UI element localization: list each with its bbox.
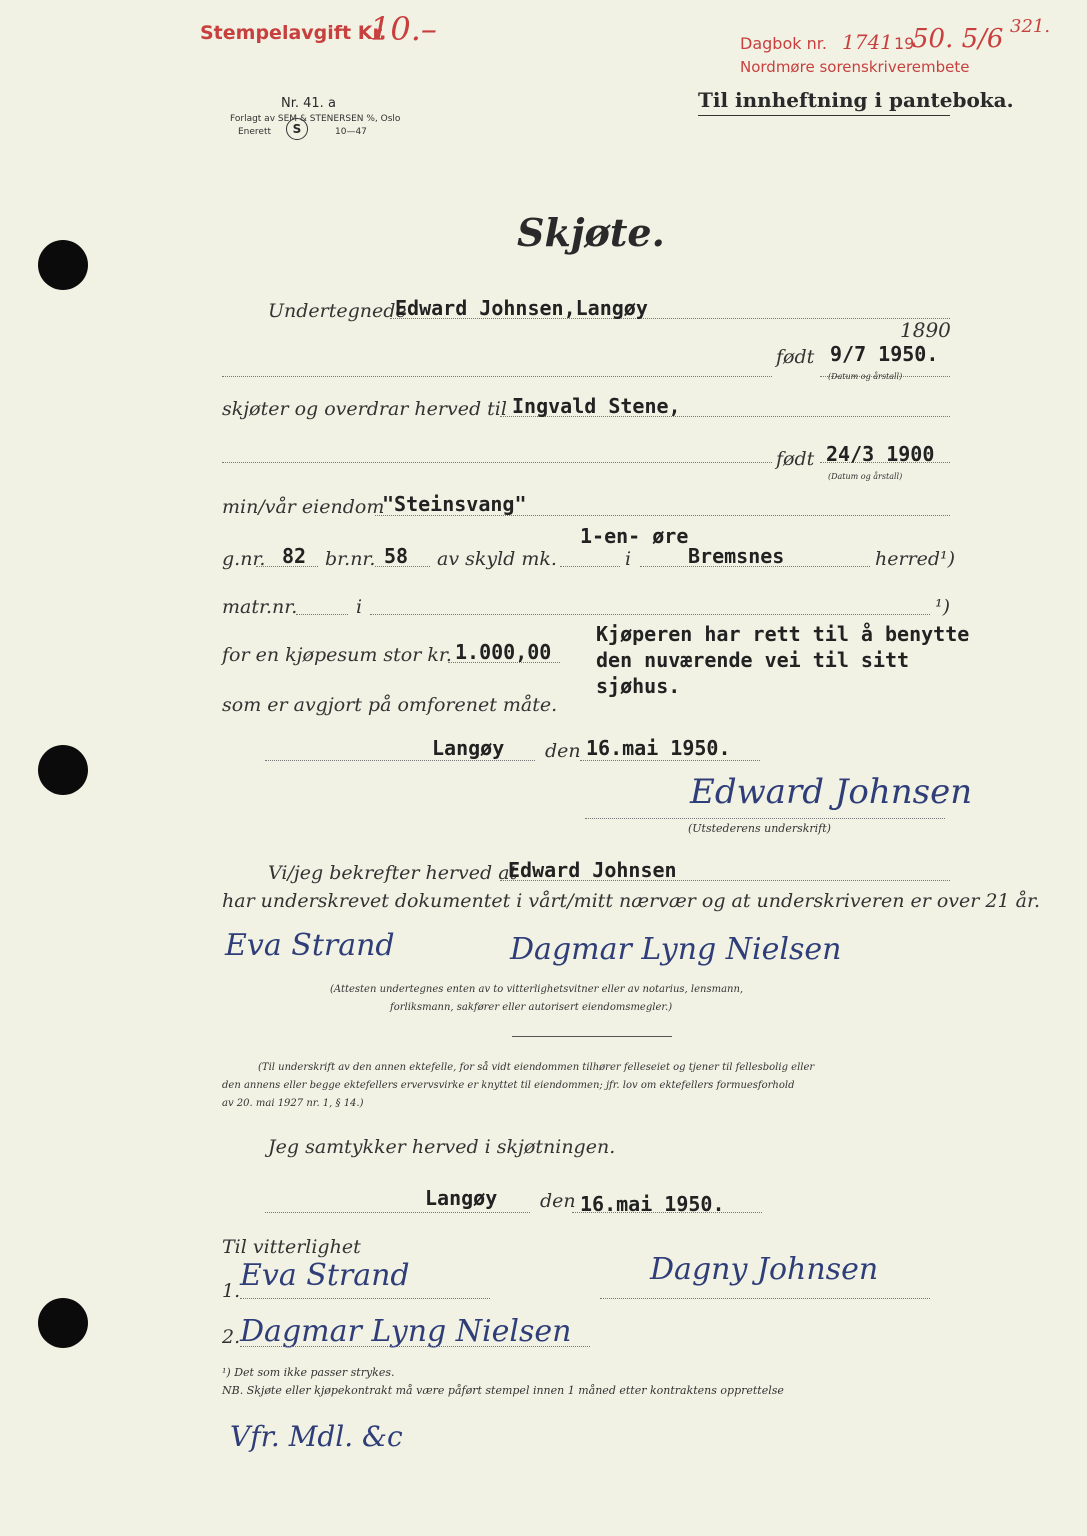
witness-number-1: 1. — [222, 1280, 241, 1302]
kjopesum-label: for en kjøpesum stor kr. — [222, 644, 452, 666]
stamp-fee-amount: 10.– — [370, 10, 437, 48]
avgjort-label: som er avgjort på omforenet måte. — [222, 694, 558, 716]
publisher-code: 10—47 — [335, 127, 367, 137]
date1-value: 16.mai 1950. — [586, 736, 731, 760]
bottom-handwriting: Vfr. Mdl. &c — [230, 1420, 403, 1453]
undertegnede-value: Edward Johnsen,Langøy — [395, 296, 648, 320]
issuer-caption: (Utstederens underskrift) — [688, 822, 831, 835]
remark-line-3: sjøhus. — [596, 674, 681, 698]
issuer-signature: Edward Johnsen — [690, 772, 973, 812]
undertegnede-label: Undertegnede — [268, 300, 407, 322]
fodt1-value: 9/7 1950. — [830, 342, 939, 366]
herred-label: herred¹) — [875, 548, 956, 570]
dotted-line — [240, 1298, 490, 1299]
office-stamp: Nordmøre sorenskriverembete — [740, 58, 970, 76]
skyld-label: av skyld mk. — [437, 548, 557, 570]
matr-label: matr.nr. — [222, 596, 298, 618]
divider — [512, 1036, 672, 1037]
punch-hole-middle — [38, 745, 88, 795]
gnr-value: 82 — [282, 544, 307, 568]
herred-value: Bremsnes — [688, 544, 785, 568]
gnr-label: g.nr. — [222, 548, 266, 570]
page-number: 321. — [1010, 16, 1051, 37]
dagbok-year-prefix: 19 — [894, 34, 915, 53]
dotted-line — [265, 1212, 530, 1213]
dotted-line — [296, 614, 348, 615]
i-label: i — [625, 548, 632, 570]
attest-witness-1-signature: Eva Strand — [225, 928, 395, 963]
punch-hole-top — [38, 240, 88, 290]
remark-line-2: den nuværende vei til sitt — [596, 648, 910, 672]
footnote-nb: NB. Skjøte eller kjøpekontrakt må være påført stempel innen 1 måned etter kontraktens opprettelse — [222, 1384, 784, 1397]
stamp-fee-label: Stempelavgift Kr. — [200, 22, 387, 44]
publisher-logo: S — [286, 118, 308, 140]
form-number: Nr. 41. a — [281, 96, 336, 111]
dagbok-number: 1741 — [842, 30, 893, 54]
attest-witness-2-signature: Dagmar Lyng Nielsen — [510, 932, 842, 967]
header-right: Til innheftning i panteboka. — [698, 88, 1014, 112]
header-underline — [698, 115, 950, 116]
attest-text-2: har underskrevet dokumentet i vårt/mitt nærvær og at underskriveren er over 21 år. — [222, 890, 1040, 912]
spouse-note-1: (Til underskrift av den annen ektefelle, for så vidt eiendommen tilhører felleseiet og tjener til fellesbolig eller — [258, 1062, 815, 1073]
spouse-note-2: den annens eller begge ektefellers ervervsvirke er knyttet til eiendommen; jfr. lov om ektefellers formuesforhold — [222, 1080, 795, 1091]
punch-hole-bottom — [38, 1298, 88, 1348]
attest-note-1: (Attesten undertegnes enten av to vitterlighetsvitner eller av notarius, lensmann, — [330, 984, 744, 995]
remark-line-1: Kjøperen har rett til å benytte — [596, 622, 970, 646]
fodt2-value: 24/3 1900 — [826, 442, 935, 466]
dotted-line — [585, 818, 945, 819]
spouse-note-3: av 20. mai 1927 nr. 1, § 14.) — [222, 1098, 364, 1109]
dotted-line — [580, 760, 760, 761]
brnr-label: br.nr. — [325, 548, 376, 570]
matr-i: i — [356, 596, 363, 618]
kjopesum-value: 1.000,00 — [455, 640, 552, 664]
vitterlighet-label: Til vitterlighet — [222, 1236, 361, 1258]
publisher-line: Forlagt av SEM & STENERSEN %, Oslo — [230, 114, 401, 124]
datum-hint: (Datum og årstall) — [828, 372, 903, 381]
dagbok-year: 50. 5/6 — [912, 24, 1004, 54]
attest-text-1: Vi/jeg bekrefter herved at — [268, 862, 518, 884]
date2-value: 16.mai 1950. — [580, 1192, 725, 1216]
dotted-line — [222, 376, 772, 377]
matr-end: ¹) — [935, 596, 951, 618]
date1-place: Langøy — [432, 736, 505, 760]
fodt-label: født — [776, 346, 815, 368]
birth-year-correction: 1890 — [900, 318, 951, 342]
dotted-line — [600, 1298, 930, 1299]
dotted-line — [265, 760, 535, 761]
fodt-label: født — [776, 448, 815, 470]
document-title: Skjøte. — [517, 210, 665, 255]
dagbok-label: Dagbok nr. — [740, 34, 827, 53]
datum-hint: (Datum og årstall) — [828, 472, 903, 481]
eiendom-label: min/vår eiendom — [222, 496, 385, 518]
vitterlighet-witness-2-signature: Dagmar Lyng Nielsen — [240, 1314, 572, 1349]
footnote-1: ¹) Det som ikke passer strykes. — [222, 1366, 395, 1379]
witness-number-2: 2. — [222, 1326, 241, 1348]
date2-den: den — [540, 1190, 576, 1212]
dotted-line — [560, 566, 620, 567]
attest-note-2: forliksmann, sakfører eller autorisert eiendomsmegler.) — [390, 1002, 673, 1013]
eiendom-value: "Steinsvang" — [382, 492, 527, 516]
skyld-value: 1-en- øre — [580, 524, 689, 548]
spouse-consent: Jeg samtykker herved i skjøtningen. — [268, 1136, 616, 1158]
date2-place: Langøy — [425, 1186, 498, 1210]
publisher-enerett: Enerett — [238, 127, 272, 137]
attest-name: Edward Johnsen — [508, 858, 677, 882]
dotted-line — [240, 1346, 590, 1347]
dotted-line — [370, 614, 930, 615]
skjoter-label: skjøter og overdrar herved til — [222, 398, 507, 420]
brnr-value: 58 — [384, 544, 409, 568]
dotted-line — [222, 462, 772, 463]
vitterlighet-witness-1-signature: Eva Strand — [240, 1258, 410, 1293]
skjoter-value: Ingvald Stene, — [512, 394, 681, 418]
spouse-signature: Dagny Johnsen — [650, 1252, 879, 1287]
date1-den: den — [545, 740, 581, 762]
